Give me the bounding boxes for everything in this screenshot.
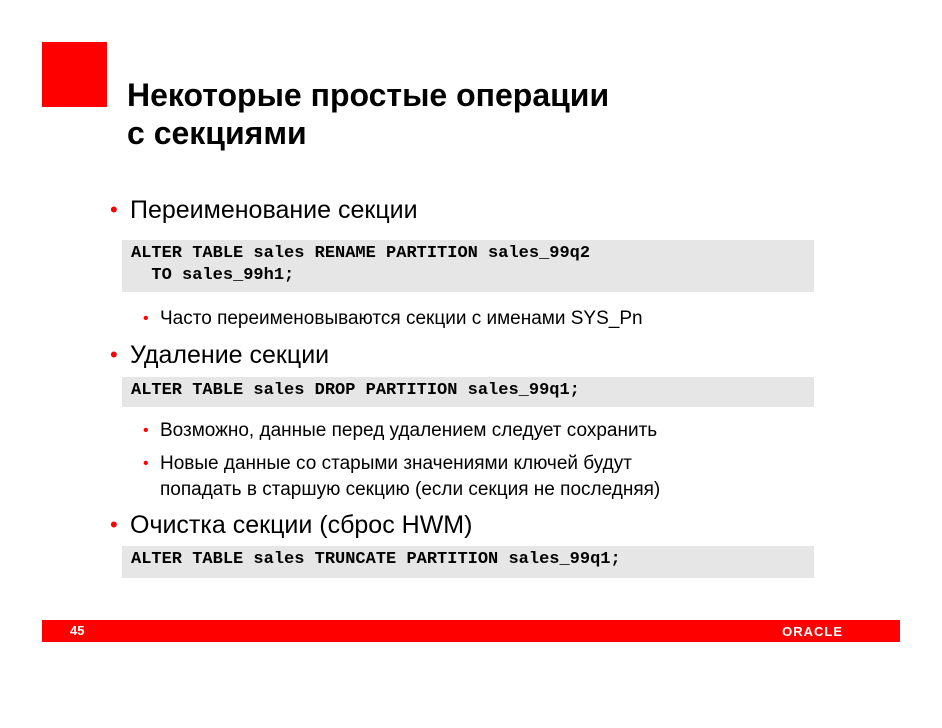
code-line: ALTER TABLE sales DROP PARTITION sales_99q1;	[131, 381, 580, 400]
sub-bullet-save-data	[143, 418, 658, 443]
sub-bullet-text: Новые данные со старыми значениями ключей будут	[160, 453, 632, 474]
bullet-truncate-partition	[110, 510, 473, 540]
accent-square	[42, 42, 107, 107]
slide-title	[127, 76, 609, 152]
footer-bar	[42, 620, 900, 642]
sub-bullet-text: Часто переименовываются секции с именами SYS_Pn	[160, 308, 643, 329]
bullet-dot-icon: •	[110, 197, 118, 222]
title-line-1: Некоторые простые операции	[127, 77, 610, 113]
code-line: ALTER TABLE sales RENAME PARTITION sales_99q2	[131, 244, 591, 263]
code-line: ALTER TABLE sales TRUNCATE PARTITION sales_99q1;	[131, 550, 621, 569]
bullet-dot-icon: •	[110, 512, 118, 537]
bullet-dot-icon: •	[110, 342, 118, 367]
title-line-2: с секциями	[127, 115, 307, 151]
oracle-logo: ORACLE	[782, 624, 843, 639]
bullet-dot-icon: •	[143, 422, 149, 439]
sub-bullet-new-data-cont	[160, 477, 660, 502]
sub-bullet-new-data	[143, 451, 632, 476]
sub-bullet-sys-names	[143, 306, 643, 331]
bullet-drop-partition	[110, 340, 330, 370]
code-block-truncate	[122, 546, 814, 578]
bullet-text: Переименование секции	[130, 196, 418, 224]
bullet-text: Удаление секции	[130, 341, 330, 369]
sub-bullet-text: Возможно, данные перед удалением следует сохранить	[160, 420, 658, 441]
sub-bullet-text: попадать в старшую секцию (если секция не последняя)	[160, 479, 661, 500]
code-line: TO sales_99h1;	[131, 266, 295, 285]
bullet-dot-icon: •	[143, 455, 149, 472]
code-block-rename	[122, 240, 814, 292]
bullet-rename-partition	[110, 195, 418, 225]
code-block-drop	[122, 377, 814, 407]
page-number: 45	[70, 623, 85, 638]
bullet-dot-icon: •	[143, 310, 149, 327]
bullet-text: Очистка секции (сброс HWM)	[130, 511, 473, 539]
